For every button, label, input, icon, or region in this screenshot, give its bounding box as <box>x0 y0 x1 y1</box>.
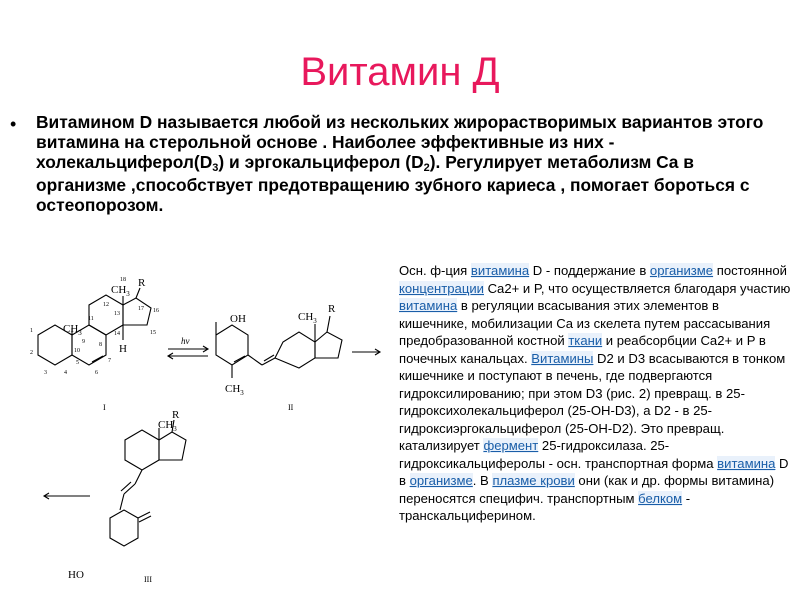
vitamin-d-structure-diagram <box>0 260 395 600</box>
bullet-text-part1: Витамином D называется любой из нескольких жирорастворимых вариантов этого витамина на стерольной основе . Наиболее эффективные из них - холекальциферол(D <box>36 112 764 172</box>
link-organism-1[interactable]: организме <box>649 263 714 278</box>
n10-label-i: 10 <box>74 348 80 354</box>
bullet-subscript-3: 3 <box>212 162 219 174</box>
n8-label-i: 8 <box>99 342 102 348</box>
link-organism-2[interactable]: организме <box>409 473 473 488</box>
desc-text-6: и реабсорбции Ca2+ и P в почечных канальцах. <box>399 333 766 366</box>
n18-label-i: 18 <box>120 277 126 283</box>
n2-label-i: 2 <box>30 350 33 356</box>
bullet-text-part2: ) и эргокальциферол (D <box>218 152 424 172</box>
description-text <box>399 262 791 525</box>
bullet-subscript-2: 2 <box>423 162 430 174</box>
bullet-text-part3: ). Регулирует метаболизм Ca в организме ,способствует предотвращению зубного кариеса , помогает бороться с остеопорозом. <box>36 152 750 215</box>
desc-text-9: D в <box>399 455 789 488</box>
bullet-dot-icon: • <box>10 114 17 134</box>
hv-equilibrium-arrows <box>168 336 208 359</box>
n15-label-i: 15 <box>150 330 156 336</box>
reaction-arrow-right <box>352 349 380 355</box>
link-enzyme[interactable]: фермент <box>483 438 539 453</box>
desc-text-10: . В <box>472 473 493 488</box>
r-label-i: R <box>138 277 146 289</box>
r-label-iii: R <box>172 409 180 421</box>
ch3-label-i-13: $CH_3$ <box>111 284 130 298</box>
link-blood-plasma[interactable]: плазме крови <box>492 473 575 488</box>
link-concentration[interactable]: концентрации <box>399 280 484 296</box>
n3-label-i: 3 <box>44 370 47 376</box>
structure-i <box>30 277 159 412</box>
n13-label-i: 13 <box>114 311 120 317</box>
n6-label-i: 6 <box>95 370 98 376</box>
desc-text-3: постоянной <box>713 263 787 278</box>
n7-label-i: 7 <box>108 358 111 364</box>
r-label-ii: R <box>328 303 336 315</box>
desc-text-5: в регуляции всасывания этих элементов в кишечнике, мобилизации Ca из скелета путем рассасывания предобразованной костной <box>399 298 771 348</box>
roman-i-label: I <box>103 403 106 412</box>
roman-iii-label: III <box>144 575 152 584</box>
desc-text-8: 25-гидроксилаза. 25-гидроксикальциферолы - осн. транспортная форма <box>399 438 718 471</box>
hv-label: hv <box>181 336 190 346</box>
h-label-i: H <box>119 343 127 355</box>
n9-label-i: 9 <box>82 339 85 345</box>
link-vitamin-1[interactable]: витамина <box>470 263 530 278</box>
structure-ii <box>216 303 342 412</box>
n17-label-i: 17 <box>138 306 144 312</box>
desc-text-12: - транскальциферином. <box>399 490 691 523</box>
link-vitamin-3[interactable]: витамина <box>717 455 776 471</box>
n4-label-i: 4 <box>64 370 67 376</box>
n16-label-i: 16 <box>153 308 159 314</box>
link-vitamins[interactable]: Витамины <box>531 350 594 366</box>
n14-label-i: 14 <box>114 331 120 337</box>
desc-text-2: D - поддержание в <box>529 263 650 278</box>
ch3-label-ii-13: $CH_3$ <box>298 311 317 325</box>
ch3-label-iii: $CH_3$ <box>158 419 177 433</box>
desc-text-7: D2 и D3 всасываются в тонком кишечнике и поступают в печень, где подвергаются гидроксилированию; при этом D3 (рис. 2) превращ. в 25-гидроксихолекальциферол (25-ОН-D3), а D2 - в 25-гидроксиэргокальциферол (25-ОН-D2). Это превращ. катализирует <box>399 350 786 453</box>
ch3-label-ii: $CH_3$ <box>225 383 244 397</box>
desc-text-4: Ca2+ и P, что осуществляется благодаря участию <box>483 280 791 296</box>
slide-title: Витамин Д <box>300 50 500 94</box>
roman-ii-label: II <box>288 403 294 412</box>
link-protein[interactable]: белком <box>638 490 683 506</box>
ho-label-iii: HO <box>68 569 84 581</box>
desc-text-11: они (как и др. формы витамина) переносятся специфич. транспортным <box>399 473 775 506</box>
n11-label-i: 11 <box>88 316 94 322</box>
desc-text-1: Осн. ф-ция <box>399 263 471 278</box>
n5-label-i: 5 <box>76 360 79 366</box>
bullet-text <box>36 112 788 215</box>
link-vitamin-2[interactable]: витамина <box>399 298 458 313</box>
ch3-label-i-10: $CH_3$ <box>63 323 82 337</box>
n1-label-i: 1 <box>30 328 33 334</box>
oh-label-ii: OH <box>230 313 246 325</box>
n12-label-i: 12 <box>103 302 109 308</box>
reaction-arrow-left <box>44 493 90 499</box>
link-tissue[interactable]: ткани <box>568 333 603 348</box>
